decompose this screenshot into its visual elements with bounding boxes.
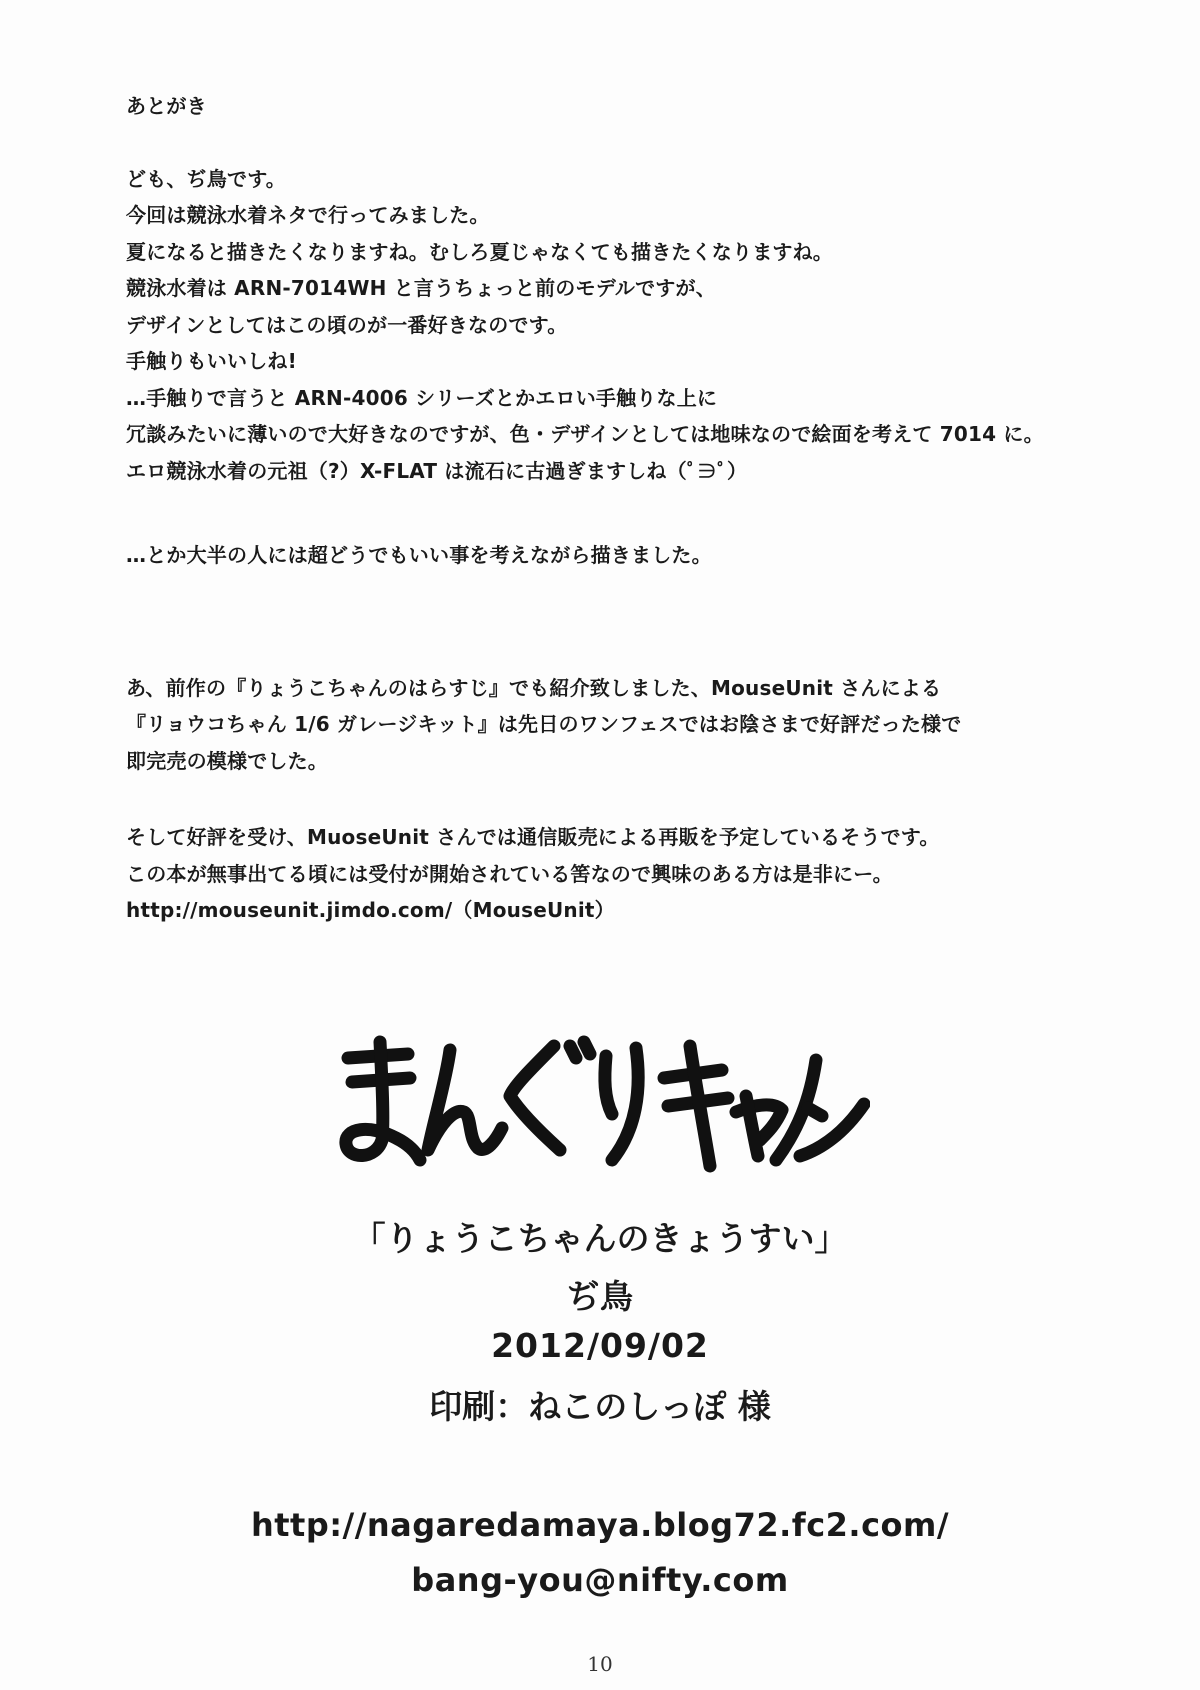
afterword-line: そして好評を受け、MuoseUnit さんでは通信販売による再販を予定しているそうです。 [126,825,940,849]
email-address: bang-you@nifty.com [411,1561,789,1599]
afterword-line: デザインとしてはこの頃のが一番好きなのです。 [126,312,568,337]
afterword-line: …手触りで言うと ARN-4006 シリーズとかエロい手触りな上に [126,385,718,410]
afterword-line: あ、前作の『りょうこちゃんのはらすじ』でも紹介致しました、MouseUnit さんによる [126,675,942,700]
book-title: 「りょうこちゃんのきょうすい」 [352,1219,848,1258]
printer-credit: 印刷：ねこのしっぽ 様 [429,1387,771,1426]
afterword-line: …とか大半の人には超どうでもいい事を考えながら描きました。 [126,543,712,567]
mouseunit-url: http://mouseunit.jimdo.com/（MouseUnit） [126,898,615,922]
page-number: 10 [587,1652,613,1676]
afterword-line: 夏になると描きたくなりますね。むしろ夏じゃなくても描きたくなりますね。 [126,239,833,264]
afterword-line: 手触りもいいしね! [126,349,297,373]
afterword-line: 今回は競泳水着ネタで行ってみました。 [126,203,490,227]
afterword-line: エロ競泳水着の元祖（?）X-FLAT は流石に古過ぎますしね（ﾟ∋ﾟ） [126,458,748,483]
afterword-line: 競泳水着は ARN-7014WH と言うちょっと前のモデルですが、 [126,276,716,300]
author-name: ぢ鳥 [567,1277,633,1316]
publish-date: 2012/09/02 [491,1326,709,1365]
afterword-line: 即完売の模様でした。 [126,748,328,773]
afterword-line: この本が無事出てる頃には受付が開始されている筈なので興味のある方は是非にー。 [126,861,893,886]
circle-logo [330,1020,870,1180]
afterword-heading: あとがき [126,94,207,118]
afterword-section [126,88,1126,929]
afterword-line: 冗談みたいに薄いので大好きなのですが、色・デザインとしては地味なので絵面を考えて 7014 に。 [126,422,1044,446]
afterword-line: 『リョウコちゃん 1/6 ガレージキット』は先日のワンフェスではお陰さまで好評だった様で [126,712,962,736]
website-url: http://nagaredamaya.blog72.fc2.com/ [250,1506,950,1544]
afterword-line: ども、ぢ鳥です。 [126,166,286,191]
